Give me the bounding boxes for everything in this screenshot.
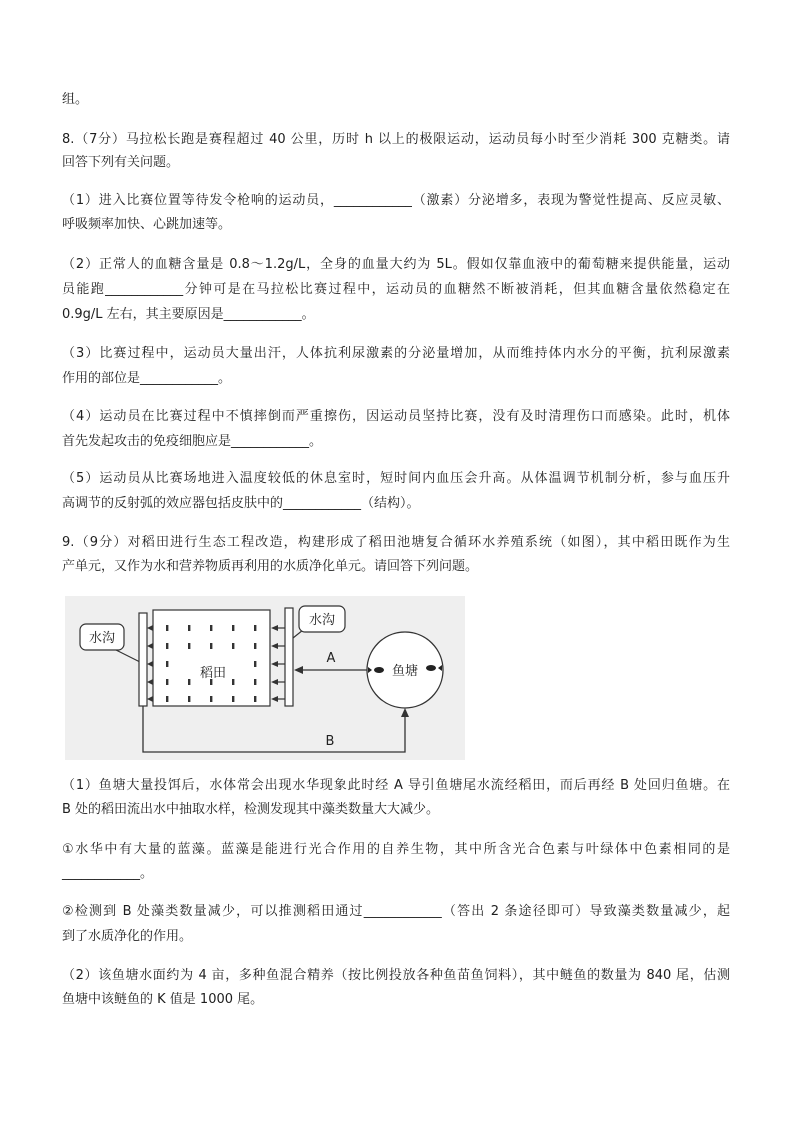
question-8-stem-line: 8.（7分）马拉松长跑是赛程超过 40 公里，历时 h 以上的极限运动，运动员每小时至少消耗 300 克糖类。请 [62,132,730,147]
fish-pond-label: 鱼塘 [391,664,419,679]
question-9-part-1-i-line: ①水华中有大量的蓝藻。蓝藻是能进行光合作用的自养生物，其中所含光合色素与叶绿体中色素相同的是 [62,842,730,857]
seedling-mark [166,679,168,685]
return-path-b-label: B [325,734,335,749]
seedling-mark [188,625,190,631]
seedling-mark [254,643,256,649]
seedling-mark [166,643,168,649]
question-9-part-2-line: （2）该鱼塘水面约为 4 亩，多种鱼混合精养（按比例投放各种鱼苗鱼饲料），其中鲢鱼的数量为 840 尾，估测 [62,968,730,983]
right-channel-bar [285,608,293,706]
question-9-part-2-line: 鱼塘中该鲢鱼的 K 值是 1000 尾。 [62,992,264,1007]
rice-field-label: 稻田 [199,666,227,681]
left-ditch-label: 水沟 [88,631,116,646]
seedling-mark [254,679,256,685]
question-8-part-2-line: 0.9g/L 左右，其主要原因是____________。 [62,307,315,322]
seedling-mark [254,661,256,667]
question-8-part-5-line: （5）运动员从比赛场地进入温度较低的休息室时，短时间内血压会升高。从体温调节机制分析，参与血压升 [62,471,730,486]
question-9-part-1-line: （1）鱼塘大量投饵后，水体常会出现水华现象此时经 A 导引鱼塘尾水流经稻田，而后再经 B 处回归鱼塘。在 [62,778,730,793]
question-8-part-4-line: 首先发起攻击的免疫细胞应是____________。 [62,434,323,449]
question-8-part-1-line: （1）进入比赛位置等待发令枪响的运动员，____________（激素）分泌增多，表现为警觉性提高、反应灵敏、 [62,193,730,208]
left-channel-bar [139,613,147,706]
rice-field-pond-diagram [65,596,465,760]
question-9-part-1-i-line: ____________。 [62,866,154,881]
question-9-part-1-ii-line: ②检测到 B 处藻类数量减少，可以推测稻田通过____________（答出 2 条途径即可）导致藻类数量减少，起 [62,904,730,919]
seedling-mark [254,625,256,631]
question-9-stem-line: 9.（9分）对稻田进行生态工程改造，构建形成了稻田池塘复合循环水养殖系统（如图），其中稻田既作为生 [62,535,730,550]
question-9-part-1-line: B 处的稻田流出水中抽取水样，检测发现其中藻类数量大大减少。 [62,802,440,817]
question-8-part-2-line: （2）正常人的血糖含量是 0.8～1.2g/L，全身的血量大约为 5L。假如仅靠血液中的葡萄糖来提供能量，运动 [62,257,730,272]
question-8-stem-line: 回答下列有关问题。 [62,155,180,170]
question-9-part-1-ii-line: 到了水质净化的作用。 [62,929,193,944]
question-8-part-1-line: 呼吸频率加快、心跳加速等。 [62,217,232,232]
seedling-mark [232,696,234,702]
question-8-part-4-line: （4）运动员在比赛过程中不慎摔倒而严重擦伤，因运动员坚持比赛，没有及时清理伤口而感染。此时，机体 [62,409,730,424]
question-8-part-5-line: 高调节的反射弧的效应器包括皮肤中的____________（结构）。 [62,496,420,511]
seedling-mark [232,679,234,685]
arrow-a-label: A [326,651,336,666]
carryover-line: 组。 [62,92,89,107]
seedling-mark [188,696,190,702]
seedling-mark [210,625,212,631]
seedling-mark [210,696,212,702]
question-8-part-2-line: 员能跑____________分钟可是在马拉松比赛过程中，运动员的血糖然不断被消耗，但其血糖含量依然稳定在 [62,282,730,297]
seedling-mark [254,696,256,702]
question-8-part-3-line: 作用的部位是____________。 [62,371,232,386]
seedling-mark [232,643,234,649]
seedling-mark [210,643,212,649]
seedling-mark [232,625,234,631]
seedling-mark [166,661,168,667]
question-8-part-3-line: （3）比赛过程中，运动员大量出汗，人体抗利尿激素的分泌量增加，从而维持体内水分的平衡，抗利尿激素 [62,346,730,361]
question-9-stem-line: 产单元，又作为水和营养物质再利用的水质净化单元。请回答下列问题。 [62,559,479,574]
seedling-mark [166,625,168,631]
seedling-mark [188,679,190,685]
rice-field-box [153,610,270,706]
seedling-mark [166,696,168,702]
right-ditch-label: 水沟 [308,613,336,628]
seedling-mark [188,643,190,649]
